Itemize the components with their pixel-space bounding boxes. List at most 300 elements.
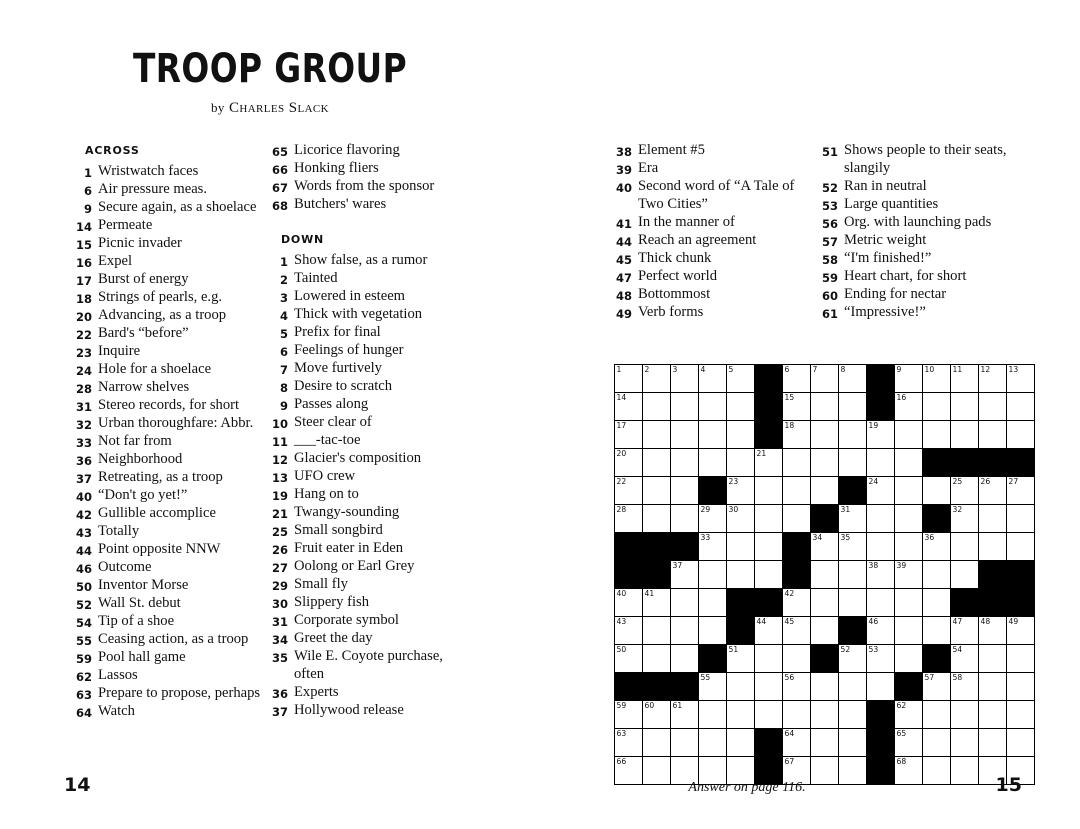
- grid-cell-number: 48: [980, 617, 991, 626]
- grid-cell[interactable]: [923, 393, 951, 421]
- grid-cell[interactable]: [895, 757, 923, 785]
- grid-cell[interactable]: [867, 673, 895, 701]
- grid-row: [615, 673, 1035, 701]
- grid-cell[interactable]: [755, 533, 783, 561]
- clue-number: 63: [75, 687, 92, 702]
- grid-cell[interactable]: [783, 673, 811, 701]
- grid-row: [615, 729, 1035, 757]
- clue-number: 12: [271, 452, 288, 467]
- grid-cell[interactable]: [839, 645, 867, 673]
- grid-cell-block: [1007, 449, 1035, 477]
- grid-cell[interactable]: [867, 645, 895, 673]
- grid-cell[interactable]: [699, 365, 727, 393]
- clue-number: 18: [75, 291, 92, 306]
- grid-cell-block: [867, 729, 895, 757]
- grid-row: [615, 561, 1035, 589]
- grid-cell[interactable]: [643, 477, 671, 505]
- clue-text: Secure again, as a shoelace: [98, 198, 257, 215]
- clue-text: Desire to scratch: [294, 377, 393, 394]
- grid-cell-block: [839, 477, 867, 505]
- clue-text: Pool hall game: [98, 648, 186, 665]
- grid-cell-block: [783, 533, 811, 561]
- grid-cell[interactable]: [783, 645, 811, 673]
- grid-row: [615, 393, 1035, 421]
- clue-number: 61: [821, 306, 838, 321]
- grid-cell[interactable]: [671, 477, 699, 505]
- grid-cell[interactable]: [811, 477, 839, 505]
- grid-cell[interactable]: [783, 365, 811, 393]
- grid-cell[interactable]: [979, 533, 1007, 561]
- grid-cell[interactable]: [727, 365, 755, 393]
- clue-text: Words from the sponsor: [294, 178, 435, 194]
- grid-cell[interactable]: [951, 393, 979, 421]
- grid-cell-block: [923, 505, 951, 533]
- grid-cell[interactable]: [1007, 533, 1035, 561]
- grid-cell[interactable]: [811, 533, 839, 561]
- grid-cell-number: 26: [980, 477, 991, 486]
- grid-cell[interactable]: [923, 617, 951, 645]
- grid-cell[interactable]: [839, 729, 867, 757]
- grid-cell[interactable]: [699, 421, 727, 449]
- grid-cell[interactable]: [699, 617, 727, 645]
- grid-cell[interactable]: [1007, 365, 1035, 393]
- grid-cell[interactable]: [671, 561, 699, 589]
- grid-cell[interactable]: [839, 533, 867, 561]
- grid-cell-number: 27: [1008, 477, 1019, 486]
- clue-text: Lassos: [98, 666, 138, 683]
- clue-item: [268, 342, 468, 360]
- grid-cell[interactable]: [727, 701, 755, 729]
- clue-item: [268, 684, 468, 702]
- clue-number: 67: [271, 181, 288, 195]
- clue-item: [72, 631, 262, 649]
- grid-cell[interactable]: [699, 729, 727, 757]
- grid-cell[interactable]: [755, 561, 783, 589]
- grid-cell-number: 50: [616, 645, 627, 654]
- grid-cell[interactable]: [755, 701, 783, 729]
- clue-text: ___-tac-toe: [294, 431, 361, 448]
- grid-cell[interactable]: [867, 421, 895, 449]
- clue-text: Shows people to their seats, slangily: [844, 142, 1007, 176]
- clue-item: [268, 432, 468, 450]
- grid-cell[interactable]: [699, 505, 727, 533]
- grid-cell[interactable]: [867, 617, 895, 645]
- grid-cell-number: 44: [756, 617, 767, 626]
- grid-cell[interactable]: [727, 561, 755, 589]
- grid-cell[interactable]: [923, 701, 951, 729]
- grid-cell[interactable]: [895, 505, 923, 533]
- grid-cell[interactable]: [867, 533, 895, 561]
- grid-cell[interactable]: [615, 701, 643, 729]
- grid-cell[interactable]: [811, 365, 839, 393]
- clue-text: Era: [638, 160, 659, 176]
- grid-cell[interactable]: [895, 477, 923, 505]
- clue-column-across-1: [72, 142, 262, 721]
- grid-cell[interactable]: [979, 701, 1007, 729]
- clue-number: 44: [75, 543, 92, 558]
- grid-cell-block: [643, 673, 671, 701]
- grid-row: [615, 617, 1035, 645]
- clue-item: [268, 648, 468, 684]
- grid-cell[interactable]: [811, 673, 839, 701]
- clue-item: [72, 469, 262, 487]
- grid-cell-number: 29: [700, 505, 711, 514]
- clue-item: [72, 667, 262, 685]
- grid-cell[interactable]: [727, 477, 755, 505]
- grid-cell[interactable]: [979, 421, 1007, 449]
- grid-cell[interactable]: [839, 365, 867, 393]
- grid-cell[interactable]: [643, 617, 671, 645]
- grid-cell[interactable]: [727, 393, 755, 421]
- grid-cell-number: 33: [700, 533, 711, 542]
- grid-cell[interactable]: [615, 645, 643, 673]
- clue-text: Not far from: [98, 432, 172, 449]
- clue-text: “I'm finished!”: [844, 249, 932, 266]
- grid-cell[interactable]: [643, 505, 671, 533]
- grid-cell[interactable]: [783, 589, 811, 617]
- grid-cell-block: [783, 561, 811, 589]
- grid-cell-number: 7: [812, 365, 818, 374]
- grid-cell[interactable]: [727, 449, 755, 477]
- clue-item: [72, 307, 262, 325]
- grid-cell-block: [951, 589, 979, 617]
- clue-item: [72, 415, 262, 433]
- grid-cell[interactable]: [783, 617, 811, 645]
- grid-cell[interactable]: [811, 393, 839, 421]
- grid-cell[interactable]: [671, 421, 699, 449]
- grid-cell[interactable]: [951, 505, 979, 533]
- grid-cell[interactable]: [699, 533, 727, 561]
- grid-cell[interactable]: [979, 365, 1007, 393]
- grid-cell-block: [755, 393, 783, 421]
- clue-text: Twangy-sounding: [294, 503, 400, 520]
- clue-text: Hollywood release: [294, 701, 404, 718]
- grid-cell-number: 15: [784, 393, 795, 402]
- clue-text: In the manner of: [638, 213, 735, 230]
- clue-text: Org. with launching pads: [844, 213, 992, 230]
- clue-item: [72, 361, 262, 379]
- grid-cell[interactable]: [979, 673, 1007, 701]
- grid-cell[interactable]: [951, 645, 979, 673]
- grid-cell[interactable]: [839, 701, 867, 729]
- grid-cell[interactable]: [727, 729, 755, 757]
- clue-item: [612, 304, 812, 322]
- clue-text: Strings of pearls, e.g.: [98, 288, 223, 305]
- clue-item: [72, 649, 262, 667]
- clue-text: Permeate: [98, 216, 153, 233]
- grid-cell[interactable]: [979, 505, 1007, 533]
- grid-cell-number: 4: [700, 365, 706, 374]
- grid-cell[interactable]: [895, 561, 923, 589]
- grid-cell[interactable]: [951, 421, 979, 449]
- grid-cell[interactable]: [615, 449, 643, 477]
- grid-cell[interactable]: [783, 393, 811, 421]
- crossword-grid-table[interactable]: [614, 364, 1035, 785]
- grid-cell-number: 67: [784, 757, 795, 766]
- grid-cell[interactable]: [895, 393, 923, 421]
- grid-cell[interactable]: [1007, 421, 1035, 449]
- grid-cell[interactable]: [615, 477, 643, 505]
- grid-cell[interactable]: [643, 449, 671, 477]
- grid-cell[interactable]: [923, 729, 951, 757]
- grid-cell[interactable]: [615, 365, 643, 393]
- clue-item: [72, 613, 262, 631]
- grid-cell[interactable]: [811, 617, 839, 645]
- grid-cell[interactable]: [615, 589, 643, 617]
- grid-cell[interactable]: [643, 729, 671, 757]
- grid-cell[interactable]: [839, 589, 867, 617]
- clue-item: [818, 232, 1038, 250]
- clue-number: 33: [75, 435, 92, 450]
- clue-number: 60: [821, 288, 838, 303]
- crossword-grid[interactable]: [614, 364, 1035, 785]
- grid-cell[interactable]: [951, 729, 979, 757]
- grid-cell-block: [755, 421, 783, 449]
- grid-cell[interactable]: [671, 589, 699, 617]
- grid-cell[interactable]: [839, 449, 867, 477]
- grid-cell[interactable]: [643, 421, 671, 449]
- grid-cell[interactable]: [615, 421, 643, 449]
- byline-by: by: [211, 100, 225, 115]
- grid-cell[interactable]: [783, 449, 811, 477]
- clue-text: Prefix for final: [294, 323, 381, 340]
- grid-cell[interactable]: [643, 365, 671, 393]
- grid-cell-block: [615, 561, 643, 589]
- grid-cell[interactable]: [839, 561, 867, 589]
- grid-cell-number: 58: [952, 673, 963, 682]
- grid-cell[interactable]: [671, 449, 699, 477]
- grid-cell[interactable]: [839, 505, 867, 533]
- grid-cell-block: [839, 617, 867, 645]
- grid-cell[interactable]: [923, 533, 951, 561]
- grid-cell[interactable]: [783, 505, 811, 533]
- grid-cell[interactable]: [1007, 393, 1035, 421]
- grid-cell[interactable]: [979, 729, 1007, 757]
- grid-cell[interactable]: [1007, 477, 1035, 505]
- grid-cell-number: 1: [616, 365, 622, 374]
- grid-cell[interactable]: [951, 673, 979, 701]
- grid-cell[interactable]: [811, 589, 839, 617]
- grid-cell[interactable]: [811, 561, 839, 589]
- grid-cell[interactable]: [951, 533, 979, 561]
- grid-cell[interactable]: [671, 701, 699, 729]
- grid-cell[interactable]: [895, 589, 923, 617]
- grid-cell[interactable]: [671, 393, 699, 421]
- clue-number: 64: [75, 705, 92, 720]
- clue-item: [612, 268, 812, 286]
- grid-cell[interactable]: [671, 365, 699, 393]
- clue-item: [268, 558, 468, 576]
- grid-cell-number: 36: [924, 533, 935, 542]
- grid-cell-number: 37: [672, 561, 683, 570]
- clue-number: 47: [615, 270, 632, 285]
- clue-item: [268, 396, 468, 414]
- grid-cell[interactable]: [895, 617, 923, 645]
- clue-item: [612, 178, 812, 214]
- grid-cell[interactable]: [783, 701, 811, 729]
- grid-cell[interactable]: [951, 477, 979, 505]
- grid-cell[interactable]: [867, 505, 895, 533]
- grid-cell[interactable]: [615, 393, 643, 421]
- grid-cell[interactable]: [1007, 701, 1035, 729]
- clue-number: 59: [75, 651, 92, 666]
- grid-cell[interactable]: [811, 729, 839, 757]
- grid-cell[interactable]: [699, 589, 727, 617]
- grid-cell[interactable]: [727, 533, 755, 561]
- grid-cell[interactable]: [615, 729, 643, 757]
- clue-item: [72, 217, 262, 235]
- grid-cell-block: [615, 673, 643, 701]
- grid-cell[interactable]: [727, 505, 755, 533]
- grid-cell[interactable]: [811, 449, 839, 477]
- clue-text: Burst of energy: [98, 270, 189, 287]
- grid-cell[interactable]: [783, 421, 811, 449]
- clue-text: Outcome: [98, 558, 152, 575]
- clue-item: [268, 324, 468, 342]
- grid-cell[interactable]: [755, 449, 783, 477]
- clue-number: 9: [279, 398, 288, 413]
- grid-cell[interactable]: [923, 757, 951, 785]
- grid-cell[interactable]: [839, 393, 867, 421]
- grid-cell[interactable]: [727, 645, 755, 673]
- grid-cell[interactable]: [1007, 617, 1035, 645]
- grid-cell[interactable]: [867, 561, 895, 589]
- clue-number: 35: [271, 650, 288, 665]
- grid-cell[interactable]: [727, 673, 755, 701]
- grid-cell[interactable]: [755, 505, 783, 533]
- grid-cell[interactable]: [895, 701, 923, 729]
- down-heading: DOWN: [281, 233, 325, 246]
- grid-cell[interactable]: [783, 477, 811, 505]
- grid-cell[interactable]: [923, 673, 951, 701]
- clue-number: 19: [271, 488, 288, 503]
- grid-cell[interactable]: [923, 561, 951, 589]
- grid-cell-number: 21: [756, 449, 767, 458]
- grid-cell[interactable]: [699, 561, 727, 589]
- grid-cell[interactable]: [951, 365, 979, 393]
- grid-cell[interactable]: [923, 477, 951, 505]
- grid-cell-number: 41: [644, 589, 655, 598]
- grid-cell-block: [811, 645, 839, 673]
- clue-item: [268, 360, 468, 378]
- grid-cell[interactable]: [979, 645, 1007, 673]
- grid-cell[interactable]: [895, 449, 923, 477]
- clue-text: Bottommost: [638, 285, 711, 302]
- grid-cell[interactable]: [951, 701, 979, 729]
- grid-cell[interactable]: [755, 645, 783, 673]
- grid-cell[interactable]: [699, 673, 727, 701]
- clue-number: 25: [271, 524, 288, 539]
- clue-number: 30: [271, 596, 288, 611]
- grid-cell[interactable]: [671, 505, 699, 533]
- grid-cell[interactable]: [699, 393, 727, 421]
- grid-cell[interactable]: [839, 673, 867, 701]
- grid-cell[interactable]: [867, 589, 895, 617]
- grid-cell[interactable]: [1007, 505, 1035, 533]
- clue-item: [268, 468, 468, 486]
- clue-item: [72, 685, 262, 703]
- clue-item: [72, 505, 262, 523]
- grid-cell-block: [727, 589, 755, 617]
- grid-cell[interactable]: [671, 729, 699, 757]
- grid-cell[interactable]: [643, 589, 671, 617]
- clue-text: Wall St. debut: [98, 594, 181, 611]
- clue-number: 27: [271, 560, 288, 575]
- clue-text: Fruit eater in Eden: [294, 539, 404, 556]
- grid-cell[interactable]: [979, 617, 1007, 645]
- grid-cell[interactable]: [923, 365, 951, 393]
- clue-number: 17: [75, 273, 92, 288]
- grid-cell[interactable]: [895, 645, 923, 673]
- clue-text: Oolong or Earl Grey: [294, 557, 415, 574]
- grid-cell[interactable]: [671, 645, 699, 673]
- clue-item: [818, 214, 1038, 232]
- grid-cell[interactable]: [1007, 645, 1035, 673]
- grid-cell[interactable]: [811, 701, 839, 729]
- grid-cell[interactable]: [951, 561, 979, 589]
- grid-cell[interactable]: [783, 729, 811, 757]
- grid-cell[interactable]: [699, 449, 727, 477]
- clue-item: [268, 630, 468, 648]
- grid-cell[interactable]: [923, 589, 951, 617]
- grid-cell[interactable]: [979, 477, 1007, 505]
- grid-cell[interactable]: [923, 421, 951, 449]
- grid-cell[interactable]: [895, 729, 923, 757]
- grid-cell[interactable]: [979, 393, 1007, 421]
- grid-cell[interactable]: [811, 421, 839, 449]
- grid-cell[interactable]: [867, 449, 895, 477]
- grid-cell[interactable]: [615, 505, 643, 533]
- grid-cell[interactable]: [643, 393, 671, 421]
- grid-cell[interactable]: [699, 701, 727, 729]
- grid-cell-number: 40: [616, 589, 627, 598]
- grid-cell[interactable]: [839, 421, 867, 449]
- clue-text: Ceasing action, as a troop: [98, 630, 249, 647]
- clue-item: [268, 612, 468, 630]
- grid-cell[interactable]: [755, 673, 783, 701]
- grid-cell-number: 23: [728, 477, 739, 486]
- clue-number: 16: [75, 255, 92, 270]
- grid-cell[interactable]: [867, 477, 895, 505]
- grid-cell[interactable]: [755, 617, 783, 645]
- clue-text: Experts: [294, 683, 339, 700]
- clue-number: 22: [75, 327, 92, 342]
- grid-cell[interactable]: [727, 421, 755, 449]
- grid-cell[interactable]: [1007, 729, 1035, 757]
- clue-number: 52: [75, 597, 92, 612]
- grid-cell[interactable]: [895, 365, 923, 393]
- grid-cell[interactable]: [615, 617, 643, 645]
- grid-cell[interactable]: [1007, 673, 1035, 701]
- grid-cell[interactable]: [643, 645, 671, 673]
- grid-cell[interactable]: [671, 617, 699, 645]
- clue-item: [268, 306, 468, 324]
- grid-cell[interactable]: [895, 421, 923, 449]
- grid-cell[interactable]: [755, 477, 783, 505]
- grid-cell[interactable]: [951, 617, 979, 645]
- clue-number: 14: [75, 219, 92, 234]
- clue-text: Tainted: [294, 269, 338, 286]
- grid-cell[interactable]: [951, 757, 979, 785]
- grid-cell-number: 34: [812, 533, 823, 542]
- clue-item: [268, 504, 468, 522]
- clue-number: 5: [279, 326, 288, 341]
- grid-cell[interactable]: [643, 701, 671, 729]
- clue-item: [268, 540, 468, 558]
- clue-number: 34: [271, 632, 288, 647]
- grid-cell[interactable]: [895, 533, 923, 561]
- grid-cell-block: [979, 589, 1007, 617]
